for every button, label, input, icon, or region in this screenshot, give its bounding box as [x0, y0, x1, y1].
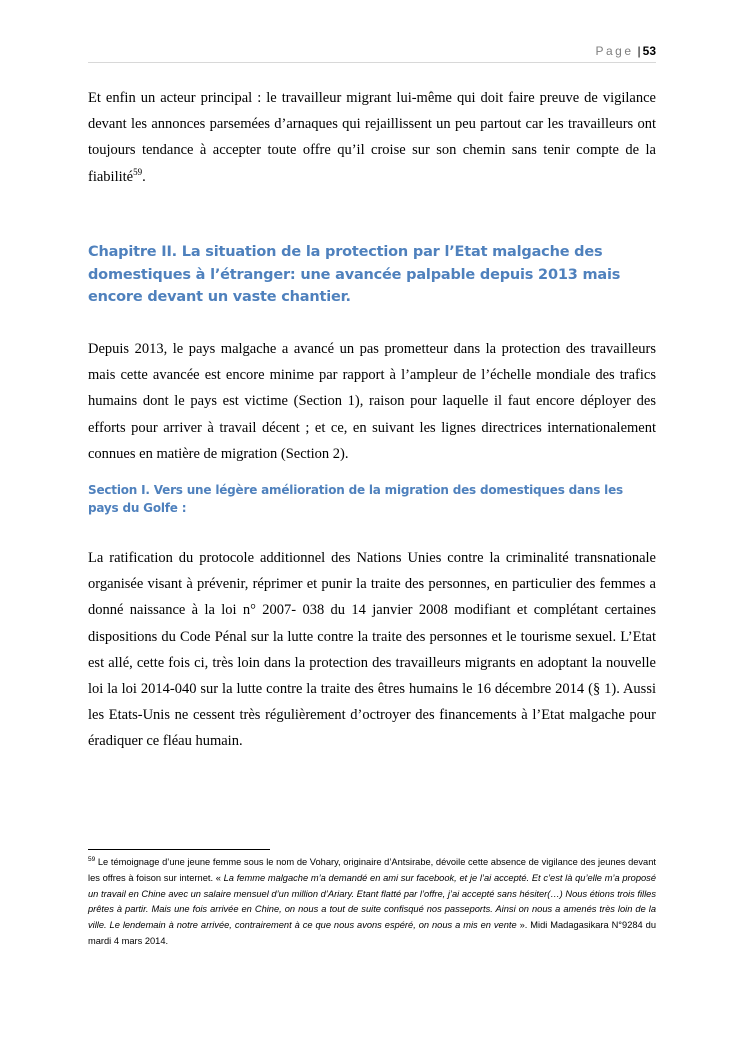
- footnote: [88, 855, 656, 950]
- paragraph-intro: [88, 85, 656, 190]
- header-separator: |: [637, 44, 641, 58]
- page-number: 53: [642, 44, 656, 58]
- footnote-lead: Le témoignage d’une jeune femme sous le nom de Vohary, originaire d’Antsirabe, dévoile cette absence de vigilance des jeunes devant les offres à foison sur internet. «: [88, 857, 656, 883]
- paragraph-section: La ratification du protocole additionnel des Nations Unies contre la criminalité transnationale organisée visant à prévenir, réprimer et punir la traite des personnes, en particulier des femmes a donné naissance à la loi n° 2007- 038 du 14 janvier 2008 modifiant et complétant certaines dispositions du Code Pénal sur la lutte contre la traite des personnes et le tourisme sexuel. L’Etat est allé, cette fois ci, très loin dans la protection des travailleurs migrants en adoptant la nouvelle loi la loi 2014-040 sur la lutte contre la traite des êtres humains le 16 décembre 2014 (§ 1). Aussi les Etats-Unis ne cessent très régulièrement d’octroyer des financements à l’Etat malgache pour éradiquer ce fléau humain.: [88, 550, 656, 750]
- paragraph-chapter: Depuis 2013, le pays malgache a avancé un pas prometteur dans la protection des travailleurs mais cette avancée est encore minime par rapport à l’ampleur de l’échelle mondiale des trafics humains dont le pays est victime (Section 1), raison pour laquelle il faut encore déployer des efforts pour arriver à travail décent ; et ce, en suivant les lignes directrices internationalement connues en matière de migration (Section 2).: [88, 341, 656, 462]
- page-label: Page: [595, 44, 634, 58]
- footnote-reference: 59: [133, 166, 143, 177]
- chapter-heading: Chapitre II. La situation de la protection par l’Etat malgache des domestiques à l’étranger: une avancée palpable depuis 2013 mais encore devant un vaste chantier.: [88, 244, 621, 305]
- section-heading: Section I. Vers une légère amélioration de la migration des domestiques dans les pays du Golfe :: [88, 483, 623, 515]
- paragraph-intro-text: Et enfin un acteur principal : le travailleur migrant lui-même qui doit faire preuve de vigilance devant les annonces parsemées d’arnaques qui rejaillissent un peu partout car les travailleurs ont toujours tendance à accepter toute offre qu’il croise sur son chemin sans tenir compte de la fiabilité: [88, 90, 656, 185]
- paragraph-intro-end: .: [142, 168, 146, 185]
- footnote-quote: La femme malgache m’a demandé en ami sur facebook, et je l’ai accepté. Et c’est là qu’elle m’a proposé un travail en Chine avec un salaire mensuel d’un million d’Ariary. Etant flatté par l’offre, j’ai accepté sans hésiter(…) Nous étions trois filles prêtes à partir. Mais une fois arrivée en Chine, on nous a tout de suite confisqué nos passeports. Ainsi on nous a amenés très loin de la ville. Le lendemain à notre arrivée, contrairement à ce que nous avons espéré, on nous a mis en vente: [88, 872, 656, 931]
- footnote-divider: [88, 849, 270, 850]
- header-divider: [88, 62, 656, 63]
- footnote-tail: ». Midi Madagasikara N°9284 du mardi 4 mars 2014.: [88, 920, 656, 946]
- page-header: [88, 44, 656, 58]
- footnote-number: 59: [88, 855, 96, 863]
